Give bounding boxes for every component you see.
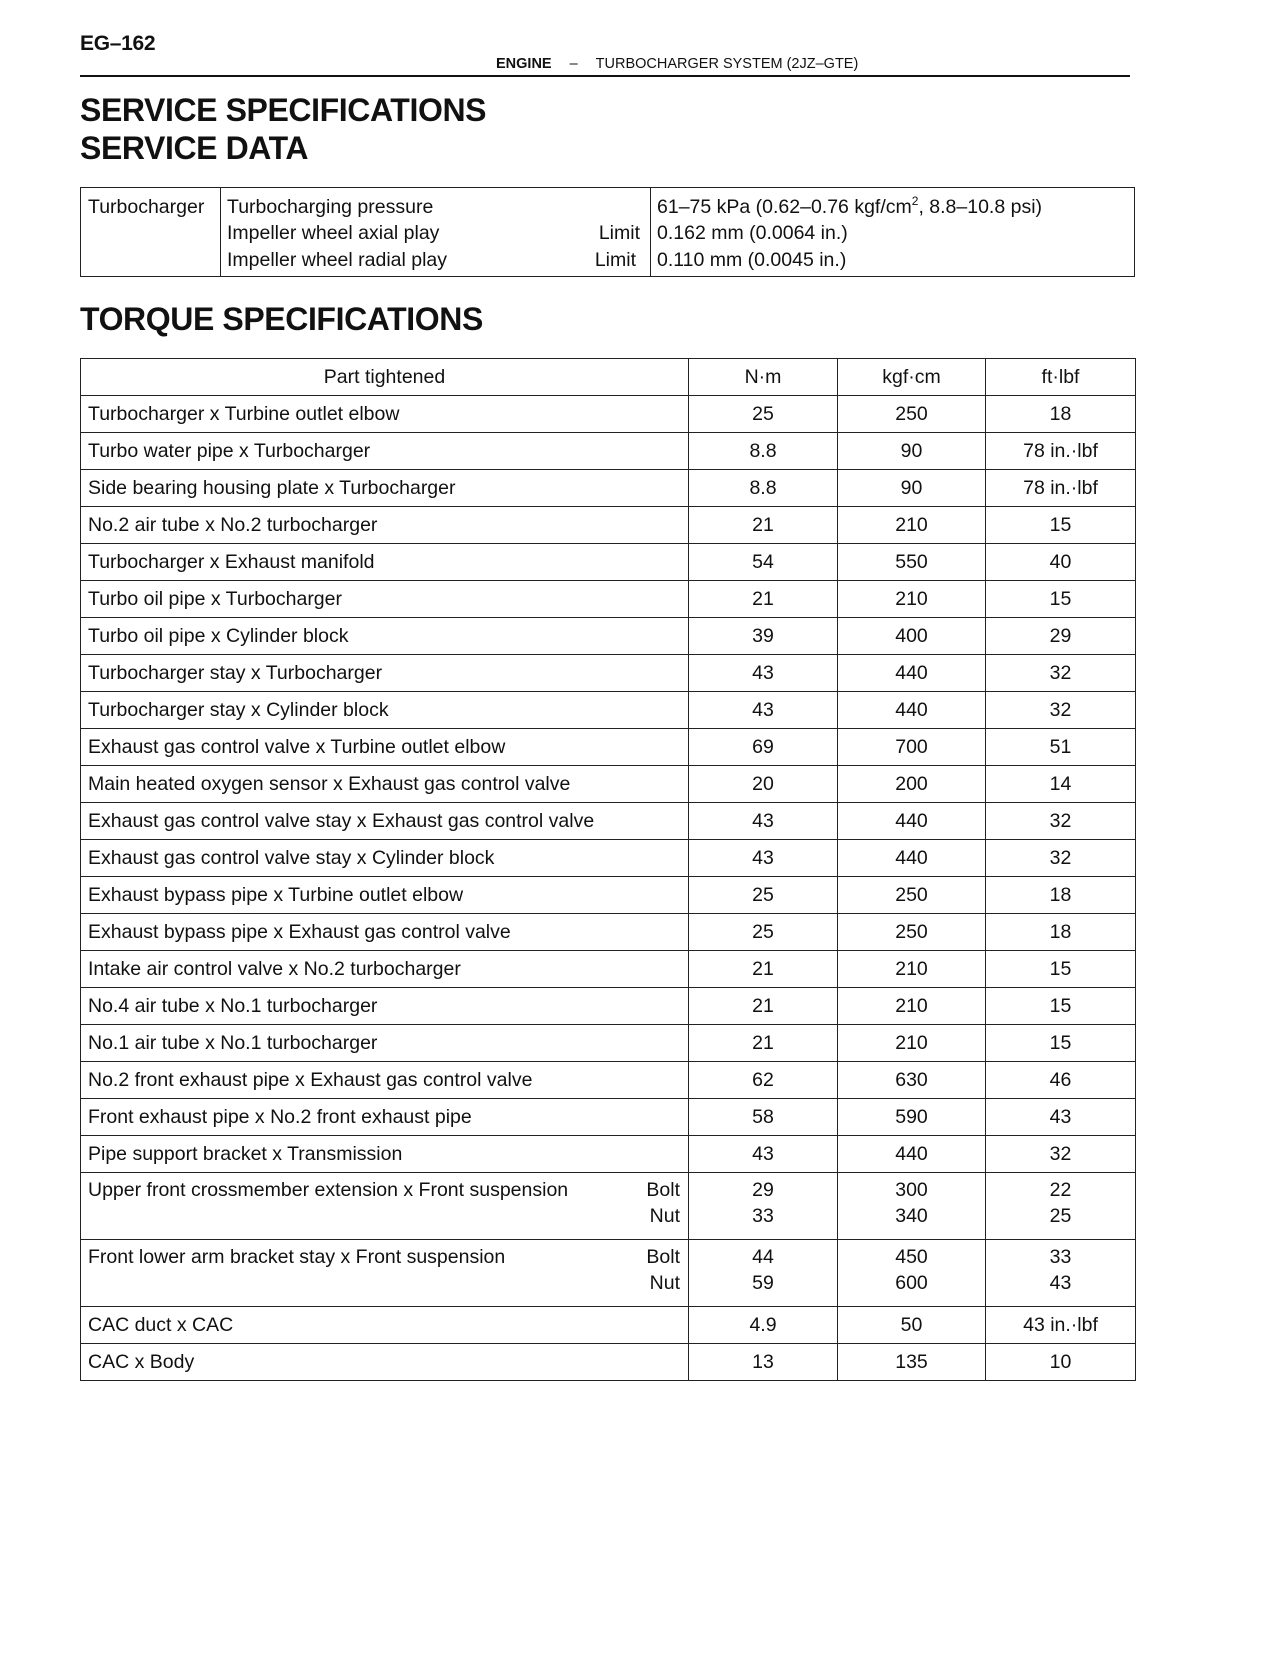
kgfcm-cell: 590 xyxy=(838,1099,986,1136)
kgfcm-cell: 250 xyxy=(838,877,986,914)
table-row xyxy=(81,988,1136,1025)
ftlbf-cell: 14 xyxy=(986,766,1136,803)
value: 33 xyxy=(752,1205,774,1227)
table-row xyxy=(81,1136,1136,1173)
service-item-label: Impeller wheel axial play xyxy=(227,222,440,244)
table-row xyxy=(81,433,1136,470)
table-row xyxy=(81,803,1136,840)
fastener-label: Bolt xyxy=(646,1246,680,1268)
part-cell xyxy=(81,1173,689,1240)
nm-cell: 21 xyxy=(689,951,838,988)
fastener-label: Bolt xyxy=(646,1179,680,1201)
value: 44 xyxy=(752,1246,774,1268)
service-item-value xyxy=(657,194,1042,220)
ftlbf-cell xyxy=(986,1240,1136,1307)
nm-cell: 21 xyxy=(689,1025,838,1062)
table-row xyxy=(81,655,1136,692)
value: 59 xyxy=(752,1272,774,1294)
table-row xyxy=(81,1099,1136,1136)
header-rule xyxy=(80,75,1130,77)
heading-torque-specifications: TORQUE SPECIFICATIONS xyxy=(80,301,483,337)
kgfcm-cell: 210 xyxy=(838,581,986,618)
table-row xyxy=(81,840,1136,877)
kgfcm-cell: 440 xyxy=(838,803,986,840)
part-cell: No.1 air tube x No.1 turbocharger xyxy=(81,1025,689,1062)
table-row-multi xyxy=(81,1240,1136,1307)
ftlbf-cell: 18 xyxy=(986,914,1136,951)
ftlbf-cell: 15 xyxy=(986,988,1136,1025)
kgfcm-cell: 210 xyxy=(838,507,986,544)
nm-cell: 25 xyxy=(689,914,838,951)
part-cell: Turbocharger x Turbine outlet elbow xyxy=(81,396,689,433)
ftlbf-cell: 15 xyxy=(986,581,1136,618)
ftlbf-cell: 78 in.·lbf xyxy=(986,433,1136,470)
torque-table-body xyxy=(81,396,1136,1381)
nm-cell: 4.9 xyxy=(689,1307,838,1344)
kgfcm-cell: 250 xyxy=(838,914,986,951)
nm-cell: 43 xyxy=(689,840,838,877)
value: 25 xyxy=(1049,1205,1072,1227)
value: 340 xyxy=(895,1205,928,1227)
table-row xyxy=(81,396,1136,433)
table-row xyxy=(81,581,1136,618)
nm-cell xyxy=(689,1240,838,1307)
table-header-row xyxy=(81,359,1136,396)
section-title: ENGINE xyxy=(496,56,552,72)
part-cell: Turbo oil pipe x Turbocharger xyxy=(81,581,689,618)
table-row xyxy=(81,470,1136,507)
nm-cell: 43 xyxy=(689,803,838,840)
part-cell: CAC x Body xyxy=(81,1344,689,1381)
running-header xyxy=(496,56,858,72)
kgfcm-cell: 700 xyxy=(838,729,986,766)
nm-cell: 20 xyxy=(689,766,838,803)
service-component: Turbocharger xyxy=(88,196,205,218)
nm-cell: 21 xyxy=(689,988,838,1025)
table-row xyxy=(81,766,1136,803)
nm-cell: 43 xyxy=(689,655,838,692)
column-header-part: Part tightened xyxy=(81,359,689,396)
kgfcm-cell: 50 xyxy=(838,1307,986,1344)
part-cell: Exhaust bypass pipe x Turbine outlet elbow xyxy=(81,877,689,914)
part-cell: Turbocharger stay x Turbocharger xyxy=(81,655,689,692)
part-cell: Side bearing housing plate x Turbocharger xyxy=(81,470,689,507)
kgfcm-cell: 630 xyxy=(838,1062,986,1099)
table-row xyxy=(81,914,1136,951)
ftlbf-cell: 78 in.·lbf xyxy=(986,470,1136,507)
kgfcm-cell xyxy=(838,1240,986,1307)
ftlbf-cell: 18 xyxy=(986,877,1136,914)
table-row xyxy=(81,618,1136,655)
part-cell: No.2 air tube x No.2 turbocharger xyxy=(81,507,689,544)
fastener-label: Nut xyxy=(649,1272,680,1294)
part-cell: Front exhaust pipe x No.2 front exhaust pipe xyxy=(81,1099,689,1136)
header-separator: – xyxy=(569,56,578,72)
part-cell: Pipe support bracket x Transmission xyxy=(81,1136,689,1173)
table-row xyxy=(81,951,1136,988)
kgfcm-cell: 90 xyxy=(838,470,986,507)
service-data-table xyxy=(80,187,1135,277)
nm-cell: 21 xyxy=(689,507,838,544)
ftlbf-cell: 32 xyxy=(986,803,1136,840)
value: 450 xyxy=(895,1246,928,1268)
kgfcm-cell: 440 xyxy=(838,1136,986,1173)
part-label: Upper front crossmember extension x Front suspension xyxy=(88,1179,569,1201)
ftlbf-cell: 40 xyxy=(986,544,1136,581)
kgfcm-cell: 135 xyxy=(838,1344,986,1381)
kgfcm-cell: 250 xyxy=(838,396,986,433)
part-cell: Exhaust bypass pipe x Exhaust gas control valve xyxy=(81,914,689,951)
kgfcm-cell: 550 xyxy=(838,544,986,581)
service-item-cell xyxy=(220,188,651,276)
value: 300 xyxy=(895,1179,928,1201)
value: 33 xyxy=(1049,1246,1072,1268)
ftlbf-cell: 43 xyxy=(986,1099,1136,1136)
kgfcm-cell: 200 xyxy=(838,766,986,803)
ftlbf-cell: 15 xyxy=(986,507,1136,544)
part-cell: No.4 air tube x No.1 turbocharger xyxy=(81,988,689,1025)
service-item-qualifier: Limit xyxy=(594,249,636,271)
superscript: 2 xyxy=(911,194,919,208)
value: 600 xyxy=(895,1272,928,1294)
table-row xyxy=(81,877,1136,914)
kgfcm-cell: 440 xyxy=(838,692,986,729)
nm-cell: 13 xyxy=(689,1344,838,1381)
part-cell: Turbo oil pipe x Cylinder block xyxy=(81,618,689,655)
table-row xyxy=(81,729,1136,766)
ftlbf-cell xyxy=(986,1173,1136,1240)
service-item-label: Impeller wheel radial play xyxy=(227,249,448,271)
part-cell: CAC duct x CAC xyxy=(81,1307,689,1344)
value: 43 xyxy=(1049,1272,1072,1294)
kgfcm-cell xyxy=(838,1173,986,1240)
table-row xyxy=(81,1344,1136,1381)
column-header-ftlbf: ft·lbf xyxy=(986,359,1136,396)
value-text: , 8.8–10.8 psi) xyxy=(918,196,1043,218)
part-cell: Exhaust gas control valve stay x Exhaust gas control valve xyxy=(81,803,689,840)
kgfcm-cell: 440 xyxy=(838,655,986,692)
ftlbf-cell: 10 xyxy=(986,1344,1136,1381)
table-row xyxy=(81,1062,1136,1099)
nm-cell xyxy=(689,1173,838,1240)
nm-cell: 39 xyxy=(689,618,838,655)
value: 22 xyxy=(1049,1179,1072,1201)
table-row xyxy=(81,1025,1136,1062)
value-text: 61–75 kPa (0.62–0.76 kgf/cm xyxy=(657,196,912,218)
part-cell: No.2 front exhaust pipe x Exhaust gas control valve xyxy=(81,1062,689,1099)
subsection-title: TURBOCHARGER SYSTEM (2JZ–GTE) xyxy=(595,56,859,72)
page-number: EG–162 xyxy=(80,32,156,55)
nm-cell: 43 xyxy=(689,1136,838,1173)
part-cell: Exhaust gas control valve x Turbine outlet elbow xyxy=(81,729,689,766)
kgfcm-cell: 400 xyxy=(838,618,986,655)
part-cell xyxy=(81,1240,689,1307)
column-header-kgfcm: kgf·cm xyxy=(838,359,986,396)
nm-cell: 69 xyxy=(689,729,838,766)
service-component-cell xyxy=(81,188,221,276)
column-header-nm: N·m xyxy=(689,359,838,396)
ftlbf-cell: 32 xyxy=(986,692,1136,729)
service-value-cell xyxy=(650,188,1134,276)
table-row xyxy=(81,507,1136,544)
nm-cell: 62 xyxy=(689,1062,838,1099)
ftlbf-cell: 29 xyxy=(986,618,1136,655)
fastener-labels xyxy=(646,1177,680,1229)
table-row xyxy=(81,692,1136,729)
ftlbf-cell: 32 xyxy=(986,1136,1136,1173)
kgfcm-cell: 210 xyxy=(838,951,986,988)
service-item-value: 0.110 mm (0.0045 in.) xyxy=(657,249,847,271)
ftlbf-cell: 32 xyxy=(986,655,1136,692)
torque-table xyxy=(80,358,1136,1381)
kgfcm-cell: 210 xyxy=(838,1025,986,1062)
ftlbf-cell: 32 xyxy=(986,840,1136,877)
ftlbf-cell: 15 xyxy=(986,951,1136,988)
kgfcm-cell: 440 xyxy=(838,840,986,877)
fastener-label: Nut xyxy=(649,1205,680,1227)
table-row xyxy=(81,1307,1136,1344)
ftlbf-cell: 43 in.·lbf xyxy=(986,1307,1136,1344)
part-cell: Turbocharger x Exhaust manifold xyxy=(81,544,689,581)
nm-cell: 21 xyxy=(689,581,838,618)
nm-cell: 54 xyxy=(689,544,838,581)
table-row-multi xyxy=(81,1173,1136,1240)
value: 29 xyxy=(752,1179,774,1201)
nm-cell: 8.8 xyxy=(689,470,838,507)
kgfcm-cell: 210 xyxy=(838,988,986,1025)
service-item-value: 0.162 mm (0.0064 in.) xyxy=(657,222,848,244)
nm-cell: 43 xyxy=(689,692,838,729)
part-cell: Turbo water pipe x Turbocharger xyxy=(81,433,689,470)
table-row xyxy=(81,544,1136,581)
part-label: Front lower arm bracket stay x Front suspension xyxy=(88,1246,506,1268)
part-cell: Turbocharger stay x Cylinder block xyxy=(81,692,689,729)
fastener-labels xyxy=(646,1244,680,1296)
nm-cell: 25 xyxy=(689,396,838,433)
ftlbf-cell: 18 xyxy=(986,396,1136,433)
nm-cell: 58 xyxy=(689,1099,838,1136)
nm-cell: 8.8 xyxy=(689,433,838,470)
ftlbf-cell: 46 xyxy=(986,1062,1136,1099)
service-item-qualifier: Limit xyxy=(598,222,640,244)
ftlbf-cell: 51 xyxy=(986,729,1136,766)
heading-service-data: SERVICE DATA xyxy=(80,130,309,166)
ftlbf-cell: 15 xyxy=(986,1025,1136,1062)
heading-service-specifications: SERVICE SPECIFICATIONS xyxy=(80,92,487,128)
kgfcm-cell: 90 xyxy=(838,433,986,470)
service-item-label: Turbocharging pressure xyxy=(227,196,434,218)
part-cell: Exhaust gas control valve stay x Cylinder block xyxy=(81,840,689,877)
nm-cell: 25 xyxy=(689,877,838,914)
part-cell: Intake air control valve x No.2 turbocharger xyxy=(81,951,689,988)
part-cell: Main heated oxygen sensor x Exhaust gas control valve xyxy=(81,766,689,803)
